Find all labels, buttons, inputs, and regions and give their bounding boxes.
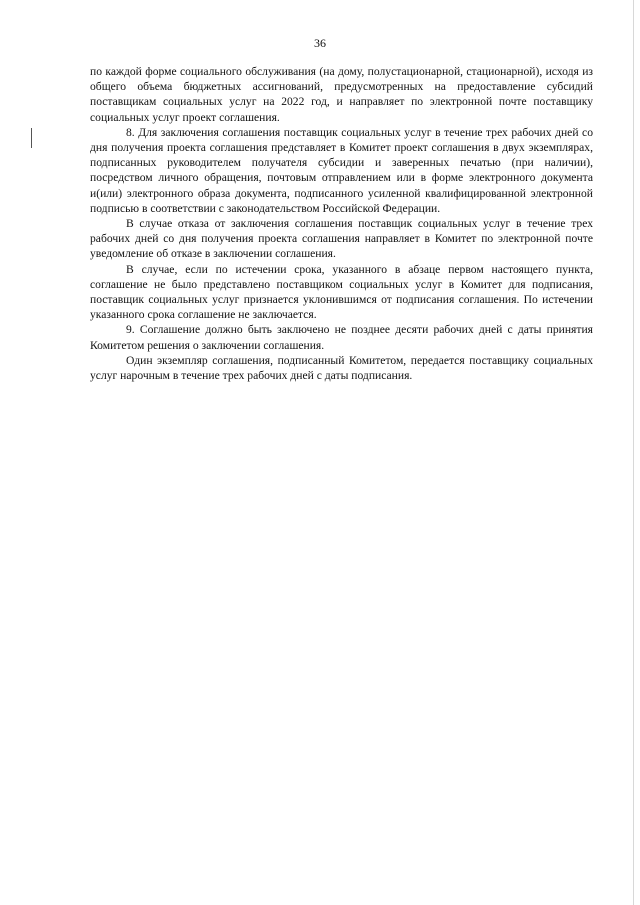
paragraph-copy-transfer: Один экземпляр соглашения, подписанный Комитетом, передается поставщику социальных услуг нарочным в течение трех рабочих дней с даты подписания. xyxy=(90,353,593,383)
paragraph-evasion: В случае, если по истечении срока, указанного в абзаце первом настоящего пункта, соглашение не было представлено поставщиком социальных услуг в Комитет для подписания, поставщик социальных услуг признается уклонившимся от подписания соглашения. По истечении указанного срока соглашение не заключается. xyxy=(90,262,593,322)
scan-margin-mark xyxy=(31,128,32,148)
paragraph-refusal: В случае отказа от заключения соглашения поставщик социальных услуг в течение трех рабочих дней со дня получения проекта соглашения направляет в Комитет по электронной почте уведомление об отказе в заключении соглашения. xyxy=(90,217,593,261)
document-body xyxy=(90,64,593,383)
paragraph-item-9: 9. Соглашение должно быть заключено не позднее десяти рабочих дней с даты принятия Комитетом решения о заключении соглашения. xyxy=(90,323,593,352)
scan-page-edge xyxy=(633,0,634,905)
paragraph-item-8: 8. Для заключения соглашения поставщик социальных услуг в течение трех рабочих дней со дня получения проекта соглашения представляет в Комитет проект соглашения в двух экземплярах, подписанных руководителем получателя субсидии и заверенных печатью (при наличии), посредством личного обращения, почтовым отправлением или в форме электронного документа и(или) электронного образа документа, подписанного усиленной квалифицированной электронной подписью в соответствии с законодательством Российской Федерации. xyxy=(90,125,593,215)
page-number: 36 xyxy=(314,36,326,50)
paragraph-continuation: по каждой форме социального обслуживания (на дому, полустационарной, стационарной), исходя из общего объема бюджетных ассигнований, предусмотренных на предоставление субсидий поставщикам социальных услуг на 2022 год, и направляет по электронной почте поставщику социальных услуг проект соглашения. xyxy=(90,65,593,124)
